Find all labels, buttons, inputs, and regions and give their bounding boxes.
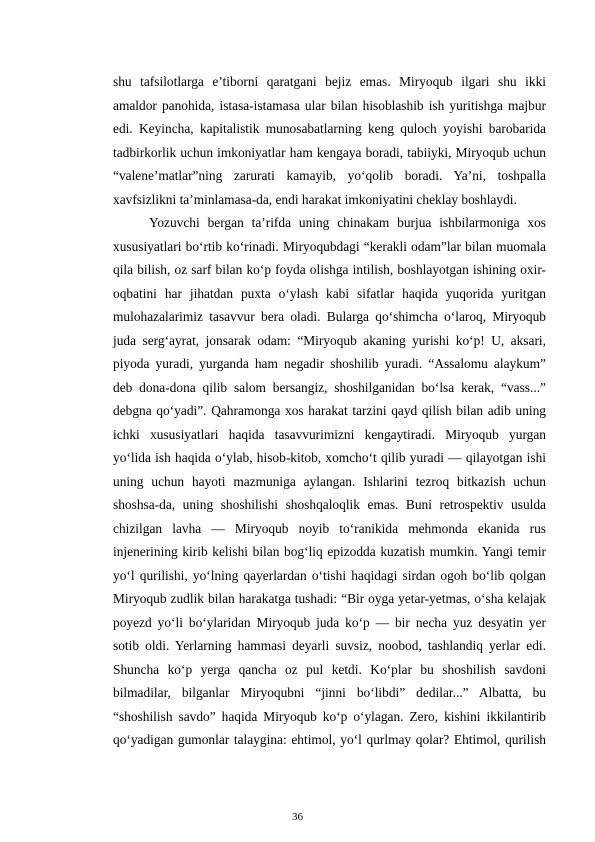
text-line: uning uchun hayoti mazmuniga aylangan. Ishlarini tezroq bitkazish uchun	[113, 473, 546, 489]
text-line: Miryoqub zudlik bilan harakatga tushadi: “Bir oyga yetar-yetmas, o‘sha kelajak	[113, 591, 546, 606]
text-line: tadbirkorlik uchun imkoniyatlar ham kengaya boradi, tabiiyki, Miryoqub uchun	[113, 144, 546, 160]
page-number: 36	[292, 811, 303, 823]
text-line: chizilgan lavha — Miryoqub noyib to‘ranikida mehmonda ekanida rus	[113, 520, 546, 536]
text-line: mulohazalarimiz tasavvur bera oladi. Bularga qo‘shimcha o‘laroq, Miryoqub	[113, 309, 546, 324]
text-line: debgna qo‘yadi”. Qahramonga xos harakat tarzini qayd qilish bilan adib uning	[113, 403, 546, 418]
body-text	[113, 70, 546, 752]
text-line: shoshsa-da, uning shoshilishi shoshqaloqlik emas. Buni retrospektiv usulda	[113, 497, 546, 512]
text-line: xavfsizlikni ta’minlamasa-da, endi harakat imkoniyatini cheklay boshlaydi.	[113, 191, 517, 207]
text-line: juda serg‘ayrat, jonsarak odam: “Miryoqub akaning yurishi ko‘p! U, aksari,	[113, 332, 546, 348]
text-line: ichki xususiyatlari haqida tasavvurimizni kengaytiradi. Miryoqub yurgan	[113, 426, 546, 442]
text-line: yo‘l qurilishi, yo‘lning qayerlardan o‘tishi haqidagi sirdan ogoh bo‘lib qolgan	[113, 567, 546, 583]
text-line: poyezd yo‘li bo‘ylaridan Miryoqub juda ko‘p — bir necha yuz desyatin yer	[113, 614, 546, 630]
text-line: bilmadilar, bilganlar Miryoqubni “jinni bo‘libdi” dedilar...” Albatta, bu	[113, 685, 546, 700]
text-line: deb dona-dona qilib salom bersangiz, shoshilganidan bo‘lsa kerak, “vass...”	[113, 379, 546, 395]
text-line: yo‘lida ish haqida o‘ylab, hisob-kitob, xomcho‘t qilib yuradi — qilayotgan ishi	[113, 450, 546, 465]
text-line: qila bilish, oz sarf bilan ko‘p foyda olishga intilish, boshlayotgan ishining oxir-	[113, 262, 546, 277]
text-line: piyoda yuradi, yurganda ham negadir shoshilib yuradi. “Assalomu alaykum”	[113, 356, 546, 371]
text-line: xususiyatlari bo‘rtib ko‘rinadi. Miryoqubdagi “kerakli odam”lar bilan muomala	[113, 238, 546, 254]
text-line: amaldor panohida, istasa-istamasa ular bilan hisoblashib ish yuritishga majbur	[113, 97, 546, 113]
text-line: qo‘yadigan gumonlar talaygina: ehtimol, yo‘l qurlmay qolar? Ehtimol, qurilish	[113, 732, 546, 747]
text-line: injenerining kirib kelishi bilan bog‘liq epizodda kuzatish mumkin. Yangi temir	[113, 544, 546, 559]
text-line: Shuncha ko‘p yerga qancha oz pul ketdi. Ko‘plar bu shoshilish savdoni	[113, 661, 546, 677]
text-line: edi. Keyincha, kapitalistik munosabatlarning keng quloch yoyishi barobarida	[113, 121, 546, 136]
text-line: “valene’matlar”ning zarurati kamayib, yo‘qolib boradi. Ya’ni, toshpalla	[113, 168, 546, 183]
text-line: shu tafsilotlarga e’tiborni qaratgani bejiz emas. Miryoqub ilgari shu ikki	[113, 74, 546, 89]
paragraph-first-line: Yozuvchi bergan ta’rifda uning chinakam burjua ishbilarmoniga xos	[149, 215, 546, 230]
text-line: sotib oldi. Yerlarning hammasi deyarli suvsiz, noobod, tashlandiq yerlar edi.	[113, 638, 546, 653]
text-line: “shoshilish savdo” haqida Miryoqub ko‘p o‘ylagan. Zero, kishini ikkilantirib	[113, 708, 546, 724]
text-line: oqbatini har jihatdan puxta o‘ylash kabi sifatlar haqida yuqorida yuritgan	[113, 285, 546, 301]
